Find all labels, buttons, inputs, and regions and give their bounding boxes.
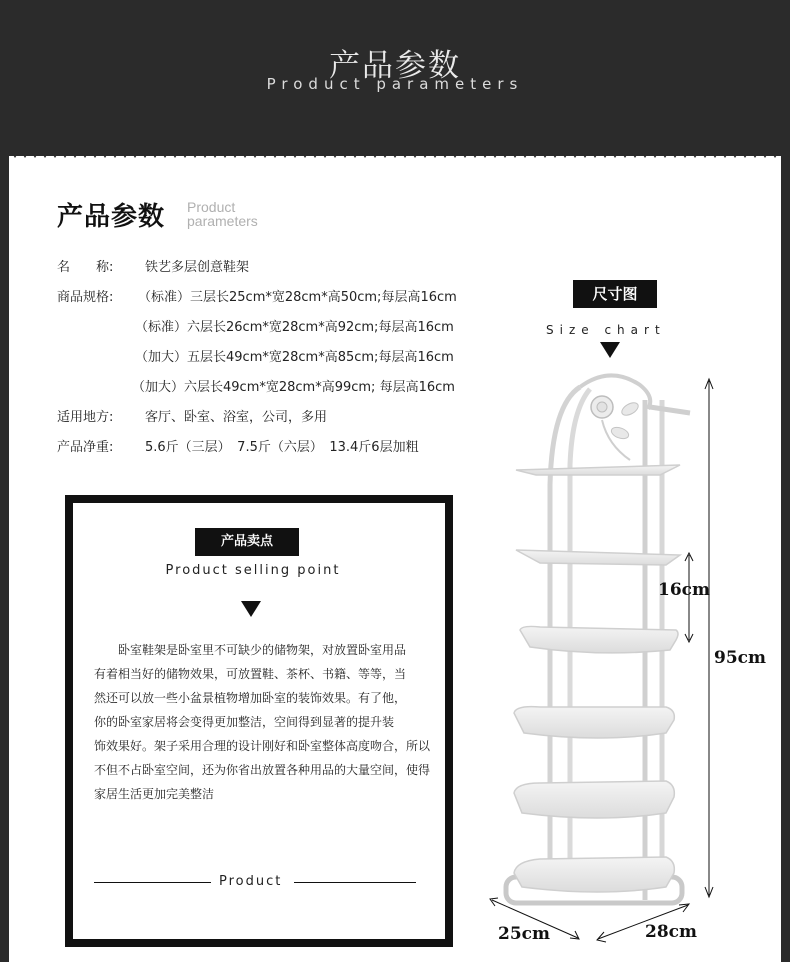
param-place-label: 适用地方: xyxy=(57,410,114,425)
dim-length-label: 25cm xyxy=(498,924,550,944)
divider-line-left xyxy=(94,882,211,883)
desc-line: 饰效果好。架子采用合理的设计刚好和卧室整体高度吻合，所以 xyxy=(94,739,431,753)
size-triangle-down-icon xyxy=(600,342,620,358)
left-border xyxy=(0,152,9,962)
dim-height-label: 95cm xyxy=(714,648,766,668)
param-spec-label: 商品规格: xyxy=(57,290,114,305)
dim-height-line xyxy=(705,379,713,897)
param-weight-value: 5.6斤（三层） 7.5斤（六层） 13.4斤6层加粗 xyxy=(145,440,419,455)
desc-line: 卧室鞋架是卧室里不可缺少的储物架，对放置卧室用品 xyxy=(94,643,407,657)
right-border xyxy=(781,152,790,962)
product-footer-label: Product xyxy=(219,874,283,889)
param-spec-1: （标准）三层长25cm*宽28cm*高50cm;每层高16cm xyxy=(138,290,457,305)
size-chart-badge: 尺寸图 xyxy=(573,280,657,308)
selling-point-badge: 产品卖点 xyxy=(195,528,299,556)
size-chart-subtitle: Size chart xyxy=(546,323,666,337)
desc-line: 有着相当好的储物效果，可放置鞋、茶杯、书籍、等等，当 xyxy=(94,667,407,681)
desc-line: 你的卧室家居将会变得更加整洁，空间得到显著的提升装 xyxy=(94,715,395,729)
rose-ornament-icon xyxy=(591,396,640,460)
rack-shelf xyxy=(514,707,674,738)
desc-line: 然还可以放一些小盆景植物增加卧室的装饰效果。有了他， xyxy=(94,691,407,705)
selling-point-description xyxy=(94,638,434,806)
param-weight-label: 产品净重: xyxy=(57,440,114,455)
zigzag-divider xyxy=(0,146,790,160)
rack-shelf xyxy=(514,857,674,892)
section-subtitle-line1: Product xyxy=(187,199,236,215)
rack-shelf xyxy=(516,550,680,565)
product-footer-divider xyxy=(94,874,416,890)
desc-line: 家居生活更加完美整洁 xyxy=(94,787,215,801)
param-spec-3: （加大）五层长49cm*宽28cm*高85cm;每层高16cm xyxy=(135,350,454,365)
dim-width-label: 28cm xyxy=(645,922,697,942)
param-place-value: 客厅、卧室、浴室，公司，多用 xyxy=(145,410,328,425)
dim-shelf-label: 16cm xyxy=(658,580,710,600)
header-subtitle: Product parameters xyxy=(266,75,524,93)
param-spec-2: （标准）六层长26cm*宽28cm*高92cm;每层高16cm xyxy=(135,320,454,335)
rack-shelf xyxy=(516,465,680,475)
header-title: 产品参数 xyxy=(329,48,461,84)
section-subtitle-line2: parameters xyxy=(187,213,258,229)
desc-line: 不但不占卧室空间，还为你省出放置各种用品的大量空间，使得 xyxy=(94,763,431,777)
rack-shelf xyxy=(520,626,678,652)
header-banner xyxy=(0,0,790,156)
param-spec-4: （加大）六层长49cm*宽28cm*高99cm; 每层高16cm xyxy=(132,380,455,395)
divider-line-right xyxy=(294,882,416,883)
section-title: 产品参数 xyxy=(57,202,166,232)
selling-point-subtitle: Product selling point xyxy=(165,563,341,578)
rack-shelf xyxy=(514,781,674,818)
section-subtitle xyxy=(187,200,258,228)
rack-top-bar xyxy=(650,407,690,413)
param-name-label: 名 称: xyxy=(57,260,114,275)
param-name-value: 铁艺多层创意鞋架 xyxy=(145,260,250,275)
triangle-down-icon xyxy=(241,601,261,617)
